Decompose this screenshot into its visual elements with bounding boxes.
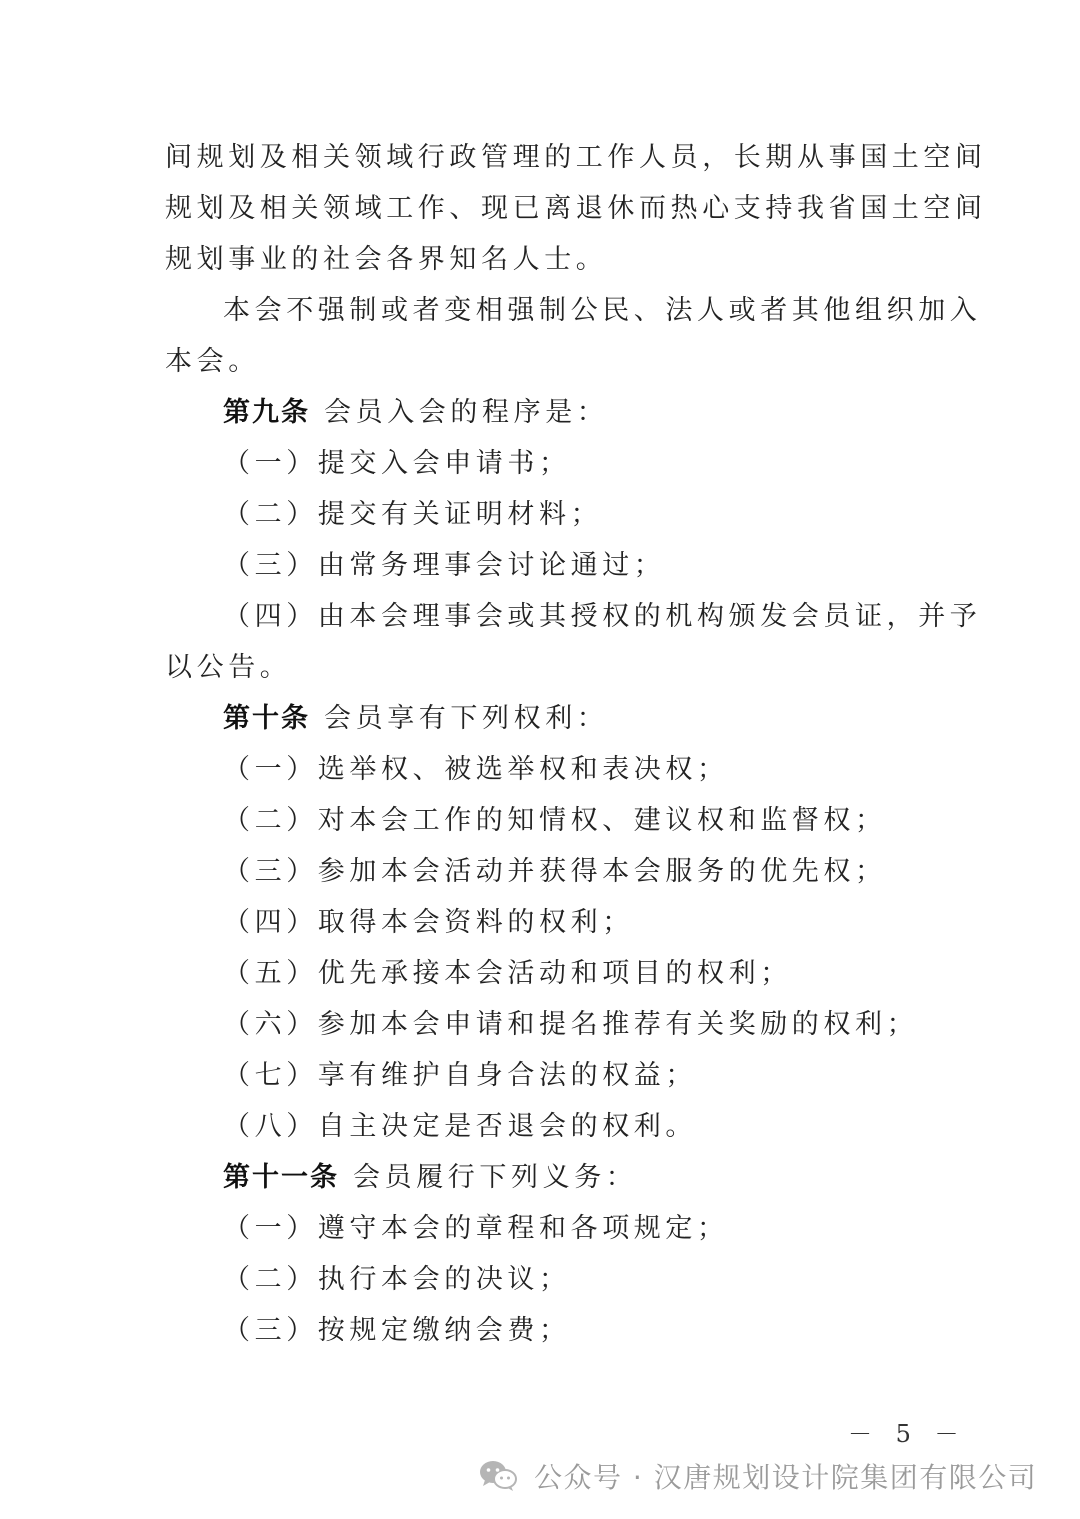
line-text: （三）由常务理事会讨论通过； <box>223 550 666 581</box>
document-body <box>165 132 987 1356</box>
text-line <box>165 999 917 1050</box>
line-text: （二）执行本会的决议； <box>223 1264 571 1295</box>
line-text: （八）自主决定是否退会的权利。 <box>223 1111 697 1142</box>
text-line <box>165 1050 917 1101</box>
line-text: （一）选举权、被选举权和表决权； <box>223 754 729 785</box>
line-text: 会员入会的程序是： <box>324 397 609 428</box>
text-line <box>165 438 917 489</box>
line-text: 本会。 <box>165 346 260 377</box>
text-line <box>165 1101 917 1152</box>
line-text: 会员履行下列义务： <box>353 1162 638 1193</box>
line-text: 会员享有下列权利： <box>324 703 609 734</box>
text-line <box>165 540 917 591</box>
text-line <box>165 489 917 540</box>
text-line <box>165 1254 917 1305</box>
line-text: （四）取得本会资料的权利； <box>223 907 634 938</box>
text-line <box>165 897 917 948</box>
article-10-line <box>165 693 917 744</box>
line-text: （一）提交入会申请书； <box>223 448 571 479</box>
line-text: 间规划及相关领域行政管理的工作人员，长期从事国土空间 <box>165 142 987 173</box>
watermark <box>478 1450 1037 1502</box>
text-line <box>165 846 917 897</box>
article-heading: 第十条 <box>223 703 310 734</box>
text-line <box>165 795 917 846</box>
line-text: （三）按规定缴纳会费； <box>223 1315 571 1346</box>
text-line <box>165 744 917 795</box>
text-line <box>165 336 917 387</box>
page-number: － 5 － <box>848 1420 967 1448</box>
line-text: 规划事业的社会各界知名人士。 <box>165 244 608 275</box>
line-text: 规划及相关领域工作、现已离退休而热心支持我省国土空间 <box>165 193 987 224</box>
text-line <box>165 948 917 999</box>
text-line <box>165 1203 917 1254</box>
line-text: （三）参加本会活动并获得本会服务的优先权； <box>223 856 887 887</box>
text-line <box>165 132 987 183</box>
text-line <box>165 183 987 234</box>
line-text: （一）遵守本会的章程和各项规定； <box>223 1213 729 1244</box>
article-11-line <box>165 1152 917 1203</box>
text-line <box>165 234 917 285</box>
line-text: （七）享有维护自身合法的权益； <box>223 1060 697 1091</box>
watermark-text: 公众号 · 汉唐规划设计院集团有限公司 <box>534 1461 1038 1494</box>
line-text: （四）由本会理事会或其授权的机构颁发会员证，并予 <box>223 601 982 632</box>
wechat-icon <box>478 1459 518 1493</box>
text-line <box>165 642 917 693</box>
article-9-line <box>165 387 917 438</box>
text-line <box>165 1305 917 1356</box>
text-line <box>165 285 982 336</box>
article-heading: 第九条 <box>223 397 310 428</box>
line-text: 本会不强制或者变相强制公民、法人或者其他组织加入 <box>223 295 982 326</box>
line-text: （五）优先承接本会活动和项目的权利； <box>223 958 792 989</box>
text-line <box>165 591 982 642</box>
article-heading: 第十一条 <box>223 1162 339 1193</box>
line-text: 以公告。 <box>165 652 292 683</box>
line-text: （六）参加本会申请和提名推荐有关奖励的权利； <box>223 1009 919 1040</box>
line-text: （二）提交有关证明材料； <box>223 499 603 530</box>
line-text: （二）对本会工作的知情权、建议权和监督权； <box>223 805 887 836</box>
